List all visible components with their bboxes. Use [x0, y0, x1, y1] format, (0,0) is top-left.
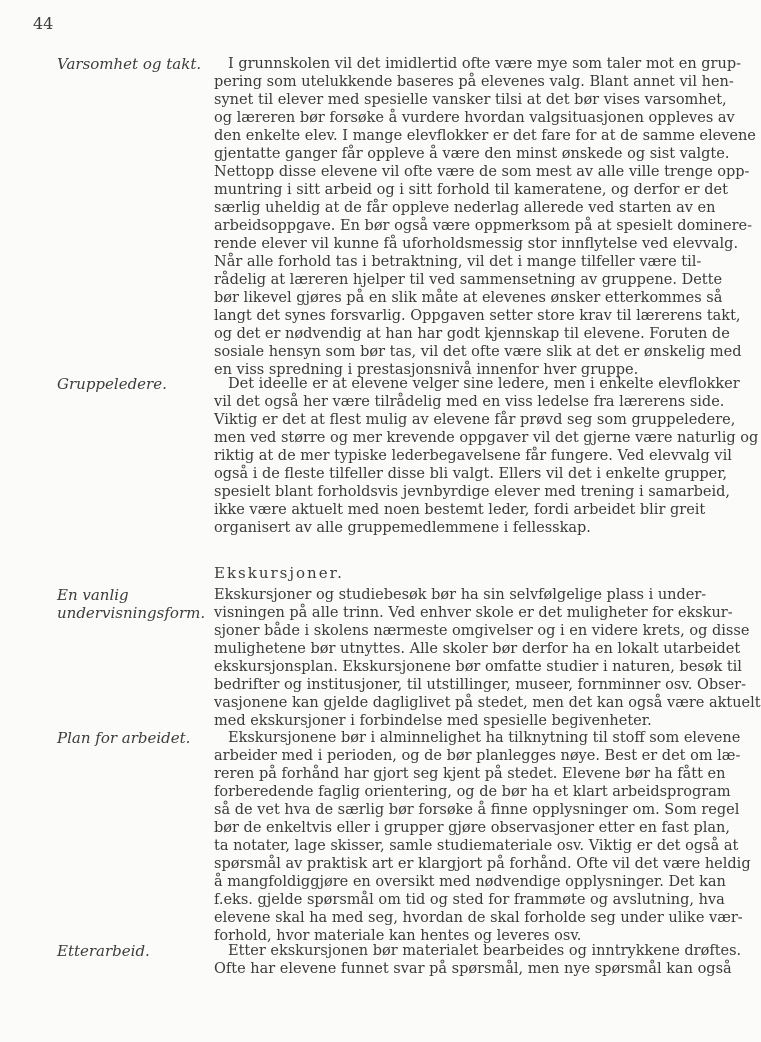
text-line: forhold, hvor materiale kan hentes og leveres osv.	[214, 928, 582, 944]
text-line: med ekskursjoner i forbindelse med spesielle begivenheter.	[214, 713, 652, 729]
text-line: Viktig er det at flest mulig av elevene får prøvd seg som gruppeledere,	[214, 412, 736, 428]
text-line: sosiale hensyn som bør tas, vil det ofte være slik at det er ønskelig med	[214, 344, 742, 360]
text-line: arbeidsoppgave. En bør også være oppmerksom på at spesielt dominere-	[214, 218, 753, 234]
margin-note-undervisningsform: undervisningsform.	[57, 604, 206, 622]
text-line: reren på forhånd har gjort seg kjent på stedet. Elevene bør ha fått en	[214, 766, 726, 782]
page-number: 44	[33, 14, 54, 33]
text-line: men ved større og mer krevende oppgaver vil det gjerne være naturlig og	[214, 430, 759, 446]
text-line: Ofte har elevene funnet svar på spørsmål, men nye spørsmål kan også	[214, 961, 732, 977]
text-line: bedrifter og institusjoner, til utstillinger, museer, fornminner osv. Obser-	[214, 677, 746, 693]
text-line: også i de fleste tilfeller disse bli valgt. Ellers vil det i enkelte grupper,	[214, 466, 728, 482]
section-heading: Ekskursjoner.	[214, 564, 344, 582]
text-line: sjoner både i skolens nærmeste omgivelser og i en videre krets, og disse	[214, 623, 750, 639]
text-line: gjentatte ganger får oppleve å være den minst ønskede og sist valgte.	[214, 146, 730, 162]
margin-note-plan: Plan for arbeidet.	[57, 729, 191, 747]
text-line: ta notater, lage skisser, samle studiemateriale osv. Viktig er det også at	[214, 838, 739, 854]
margin-note-varsomhet: Varsomhet og takt.	[57, 55, 202, 73]
text-line: den enkelte elev. I mange elevflokker er det fare for at de samme elevene	[214, 128, 756, 144]
text-line: forberedende faglig orientering, og de bør ha et klart arbeidsprogram	[214, 784, 731, 800]
text-line: spørsmål av praktisk art er klargjort på forhånd. Ofte vil det være heldig	[214, 856, 751, 872]
text-line: vasjonene kan gjelde dagliglivet på stedet, men det kan også være aktuelt	[214, 695, 761, 711]
text-line: pering som utelukkende baseres på elevenes valg. Blant annet vil hen-	[214, 74, 734, 90]
paragraph-planning	[214, 729, 751, 945]
text-line: muntring i sitt arbeid og i sitt forhold til kameratene, og derfor er det	[214, 182, 728, 198]
text-line: visningen på alle trinn. Ved enhver skole er det muligheter for ekskur-	[214, 605, 733, 621]
text-line: Nettopp disse elevene vil ofte være de som mest av alle ville trenge opp-	[214, 164, 750, 180]
text-line: spesielt blant forholdsvis jevnbyrdige elever med trening i samarbeid,	[214, 484, 731, 500]
text-line: ekskursjonsplan. Ekskursjonene bør omfatte studier i naturen, besøk til	[214, 659, 742, 675]
text-line: bør de enkeltvis eller i grupper gjøre observasjoner etter en fast plan,	[214, 820, 730, 836]
text-line: Når alle forhold tas i betraktning, vil det i mange tilfeller være til-	[214, 254, 702, 270]
text-line: I grunnskolen vil det imidlertid ofte være mye som taler mot en grup-	[228, 56, 742, 72]
paragraph-leaders	[214, 375, 759, 537]
text-line: f.eks. gjelde spørsmål om tid og sted for frammøte og avslutning, hva	[214, 892, 725, 908]
margin-note-vanlig: En vanlig	[57, 586, 129, 604]
margin-note-gruppeledere: Gruppeledere.	[57, 375, 167, 393]
text-line: så de vet hva de særlig bør forsøke å finne opplysninger om. Som regel	[214, 802, 740, 818]
text-line: Ekskursjoner og studiebesøk bør ha sin selvfølgelige plass i under-	[214, 587, 707, 603]
text-line: riktig at de mer typiske lederbegavelsene får fungere. Ved elevvalg vil	[214, 448, 732, 464]
text-line: Ekskursjonene bør i alminnelighet ha tilknytning til stoff som elevene	[228, 730, 741, 746]
text-line: mulighetene bør utnyttes. Alle skoler bør derfor ha en lokalt utarbeidet	[214, 641, 741, 657]
paragraph-followup	[214, 942, 742, 978]
text-line: elevene skal ha med seg, hvordan de skal forholde seg under ulike vær-	[214, 910, 743, 926]
text-line: arbeider med i perioden, og de bør planlegges nøye. Best er det om læ-	[214, 748, 741, 764]
text-line: en viss spredning i prestasjonsnivå innenfor hver gruppe.	[214, 362, 639, 378]
text-line: og det er nødvendig at han har godt kjennskap til elevene. Foruten de	[214, 326, 730, 342]
text-line: Etter ekskursjonen bør materialet bearbeides og inntrykkene drøftes.	[228, 943, 742, 959]
margin-note-etterarbeid: Etterarbeid.	[57, 942, 150, 960]
text-line: bør likevel gjøres på en slik måte at elevenes ønsker etterkommes så	[214, 290, 723, 306]
text-line: organisert av alle gruppemedlemmene i fellesskap.	[214, 520, 591, 536]
text-line: rende elever vil kunne få uforholdsmessig stor innflytelse ved elevvalg.	[214, 236, 739, 252]
text-line: ikke være aktuelt med noen bestemt leder, fordi arbeidet blir greit	[214, 502, 706, 518]
text-line: og læreren bør forsøke å vurdere hvordan valgsituasjonen oppleves av	[214, 110, 735, 126]
text-line: vil det også her være tilrådelig med en viss ledelse fra lærerens side.	[214, 394, 725, 410]
text-line: synet til elever med spesielle vansker tilsi at det bør vises varsomhet,	[214, 92, 727, 108]
text-line: Det ideelle er at elevene velger sine ledere, men i enkelte elevflokker	[228, 376, 740, 392]
text-line: rådelig at læreren hjelper til ved sammensetning av gruppene. Dette	[214, 272, 723, 288]
text-line: langt det synes forsvarlig. Oppgaven setter store krav til lærerens takt,	[214, 308, 741, 324]
paragraph-excursions	[214, 586, 761, 730]
paragraph-grouping	[214, 55, 756, 379]
text-line: særlig uheldig at de får oppleve nederlag allerede ved starten av en	[214, 200, 716, 216]
text-line: å mangfoldiggjøre en oversikt med nødvendige opplysninger. Det kan	[214, 874, 726, 890]
